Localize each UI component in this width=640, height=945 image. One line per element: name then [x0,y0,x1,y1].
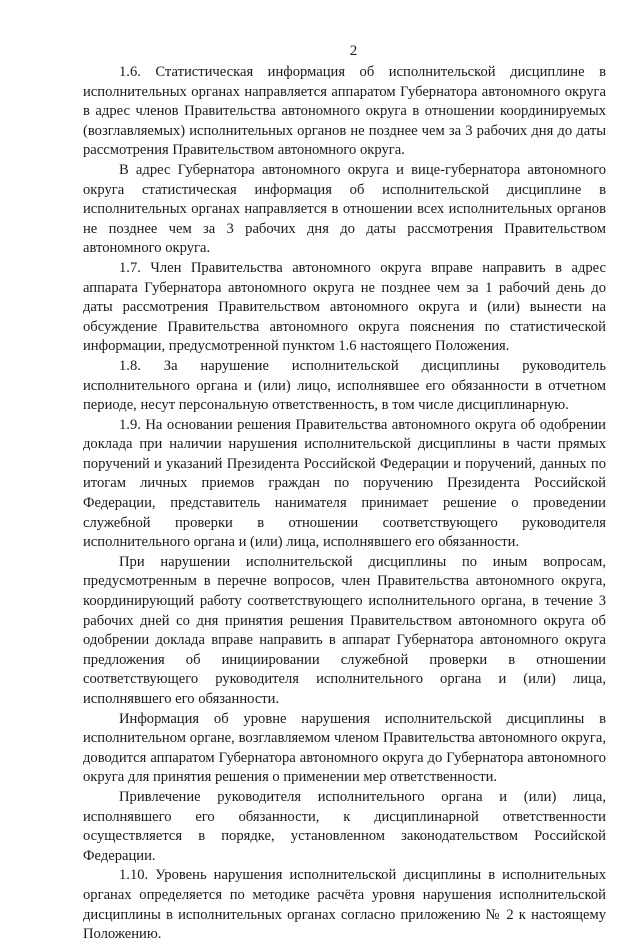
paragraph-1-6-governor: В адрес Губернатора автономного округа и вице-губернатора автономного округа статистическая информация об исполнительской дисциплине в исполнительных органах направляется в отношении всех исполнительных органов не позднее чем за 3 рабочих дня до даты рассмотрения Правительством автономного округа. [83,161,606,257]
paragraph-1-9-other-issues: При нарушении исполнительской дисциплины по иным вопросам, предусмотренным в перечне вопросов, член Правительства автономного округа, координирующий работу соответствующего исполнительного органа, в течение 3 рабочих дней со дня принятия решения Правительством автономного округа об одобрении доклада вправе направить в аппарат Губернатора автономного округа предложения об инициировании служебной проверки в отношении соответствующего руководителя исполнительного органа и (или) лица, исполнявшего его обязанности. [83,553,606,707]
page-number: 2 [349,43,358,59]
paragraph-1-9-information: Информация об уровне нарушения исполнительской дисциплины в исполнительном органе, возглавляемом членом Правительства автономного округа, доводится аппаратом Губернатора автономного округа до Губернатора автономного округа для принятия решения о применении мер ответственности. [83,710,606,786]
paragraph-1-10: 1.10. Уровень нарушения исполнительской дисциплины в исполнительных органах определяется по методике расчёта уровня нарушения исполнительской дисциплины в исполнительных органах согласно приложению № 2 к настоящему Положению. [83,867,606,943]
paragraph-1-6: 1.6. Статистическая информация об исполнительской дисциплине в исполнительных органах направляется аппаратом Губернатора автономного округа в адрес членов Правительства автономного округа в отношении координируемых (возглавляемых) исполнительных органов не позднее чем за 3 рабочих дня до даты рассмотрения Правительством автономного округа. [83,64,606,159]
paragraph-1-8: 1.8. За нарушение исполнительской дисциплины руководитель исполнительного органа и (или) лицо, исполнявшее его обязанности в отчетном периоде, несут персональную ответственность, в том числе дисциплинарную. [83,357,606,414]
paragraph-1-9-liability: Привлечение руководителя исполнительного органа и (или) лица, исполнявшего его обязанности, к дисциплинарной ответственности осуществляется в порядке, установленном законодательством Российской Федерации. [83,788,606,864]
paragraph-1-7: 1.7. Член Правительства автономного округа вправе направить в адрес аппарата Губернатора автономного округа не позднее чем за 1 рабочий день до даты рассмотрения Правительством автономного округа и (или) вынести на обсуждение Правительства автономного округа пояснения по статистической информации, предусмотренной пунктом 1.6 настоящего Положения. [83,259,606,355]
paragraph-1-9: 1.9. На основании решения Правительства автономного округа об одобрении доклада при наличии нарушения исполнительской дисциплины в части прямых поручений и указаний Президента Российской Федерации и поручений, данных по итогам личных приемов граждан по поручению Президента Российской Федерации, представитель нанимателя принимает решение о проведении служебной проверки в отношении соответствующего руководителя исполнительного органа и (или) лица, исполнявшего его обязанности. [83,416,606,551]
